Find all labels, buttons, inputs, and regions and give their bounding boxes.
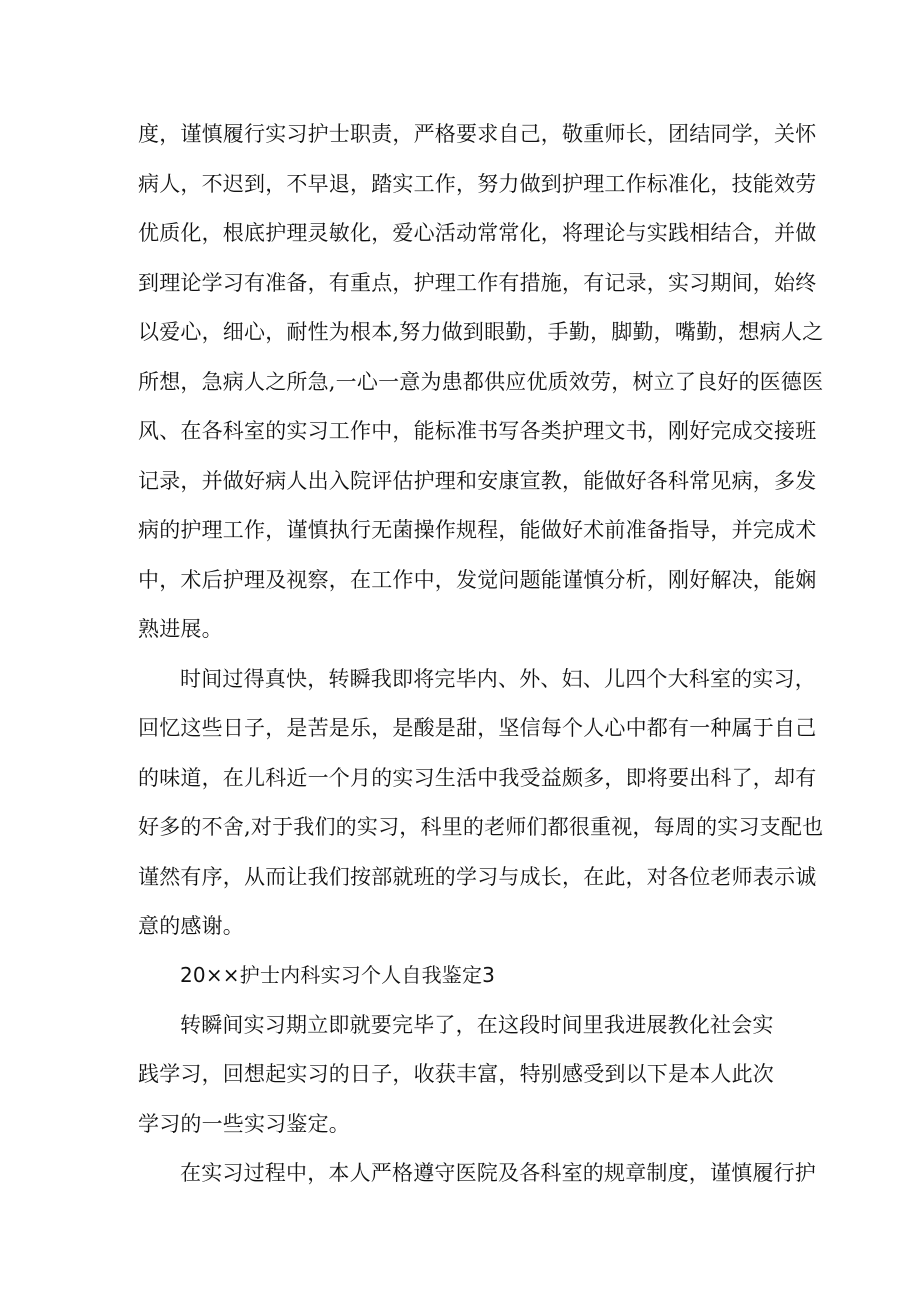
paragraph-line: 践学习，回想起实习的日子，收获丰富，特别感受到以下是本人此次 [138,1062,774,1086]
paragraph-line: 学习的一些实习鉴定。 [138,1112,350,1136]
paragraph-line: 记录，并做好病人出入院评估护理和安康宣教，能做好各科常见病，多发 [138,469,817,493]
paragraph-line: 回忆这些日子，是苦是乐，是酸是甜，坚信每个人心中都有一种属于自己 [138,716,817,740]
paragraph-line: 到理论学习有准备，有重点，护理工作有措施，有记录，实习期间，始终 [138,271,817,295]
paragraph-line: 度，谨慎履行实习护士职责，严格要求自己，敬重师长，团结同学，关怀 [138,122,817,146]
paragraph-line: 中，术后护理及视察，在工作中，发觉问题能谨慎分析，刚好解决，能娴 [138,568,817,592]
paragraph-line: 以爱心，细心，耐性为根本,努力做到眼勤，手勤，脚勤，嘴勤，想病人之 [138,320,824,344]
section-heading: 20××护士内科实习个人自我鉴定3 [180,963,496,987]
paragraph-line: 所想，急病人之所急,一心一意为患都供应优质效劳，树立了良好的医德医 [138,370,824,394]
paragraph-line: 谨然有序，从而让我们按部就班的学习与成长，在此，对各位老师表示诚 [138,865,817,889]
paragraph-line: 熟进展。 [138,617,223,641]
paragraph-line: 风、在各科室的实习工作中，能标准书写各类护理文书，刚好完成交接班 [138,419,817,443]
paragraph-line: 在实习过程中，本人严格遵守医院及各科室的规章制度，谨慎履行护 [180,1161,816,1185]
paragraph-line: 转瞬间实习期立即就要完毕了，在这段时间里我进展教化社会实 [180,1013,774,1037]
paragraph-line: 病人，不迟到，不早退，踏实工作，努力做到护理工作标准化，技能效劳 [138,172,817,196]
paragraph-line: 病的护理工作，谨慎执行无菌操作规程，能做好术前准备指导，并完成术 [138,518,817,542]
paragraph-line: 意的感谢。 [138,914,244,938]
paragraph-line: 的味道，在儿科近一个月的实习生活中我受益颇多，即将要出科了，却有 [138,766,817,790]
paragraph-line: 时间过得真快，转瞬我即将完毕内、外、妇、儿四个大科室的实习， [180,667,816,691]
paragraph-line: 好多的不舍,对于我们的实习，科里的老师们都很重视，每周的实习支配也 [138,815,824,839]
paragraph-line: 优质化，根底护理灵敏化，爱心活动常常化，将理论与实践相结合，并做 [138,221,817,245]
